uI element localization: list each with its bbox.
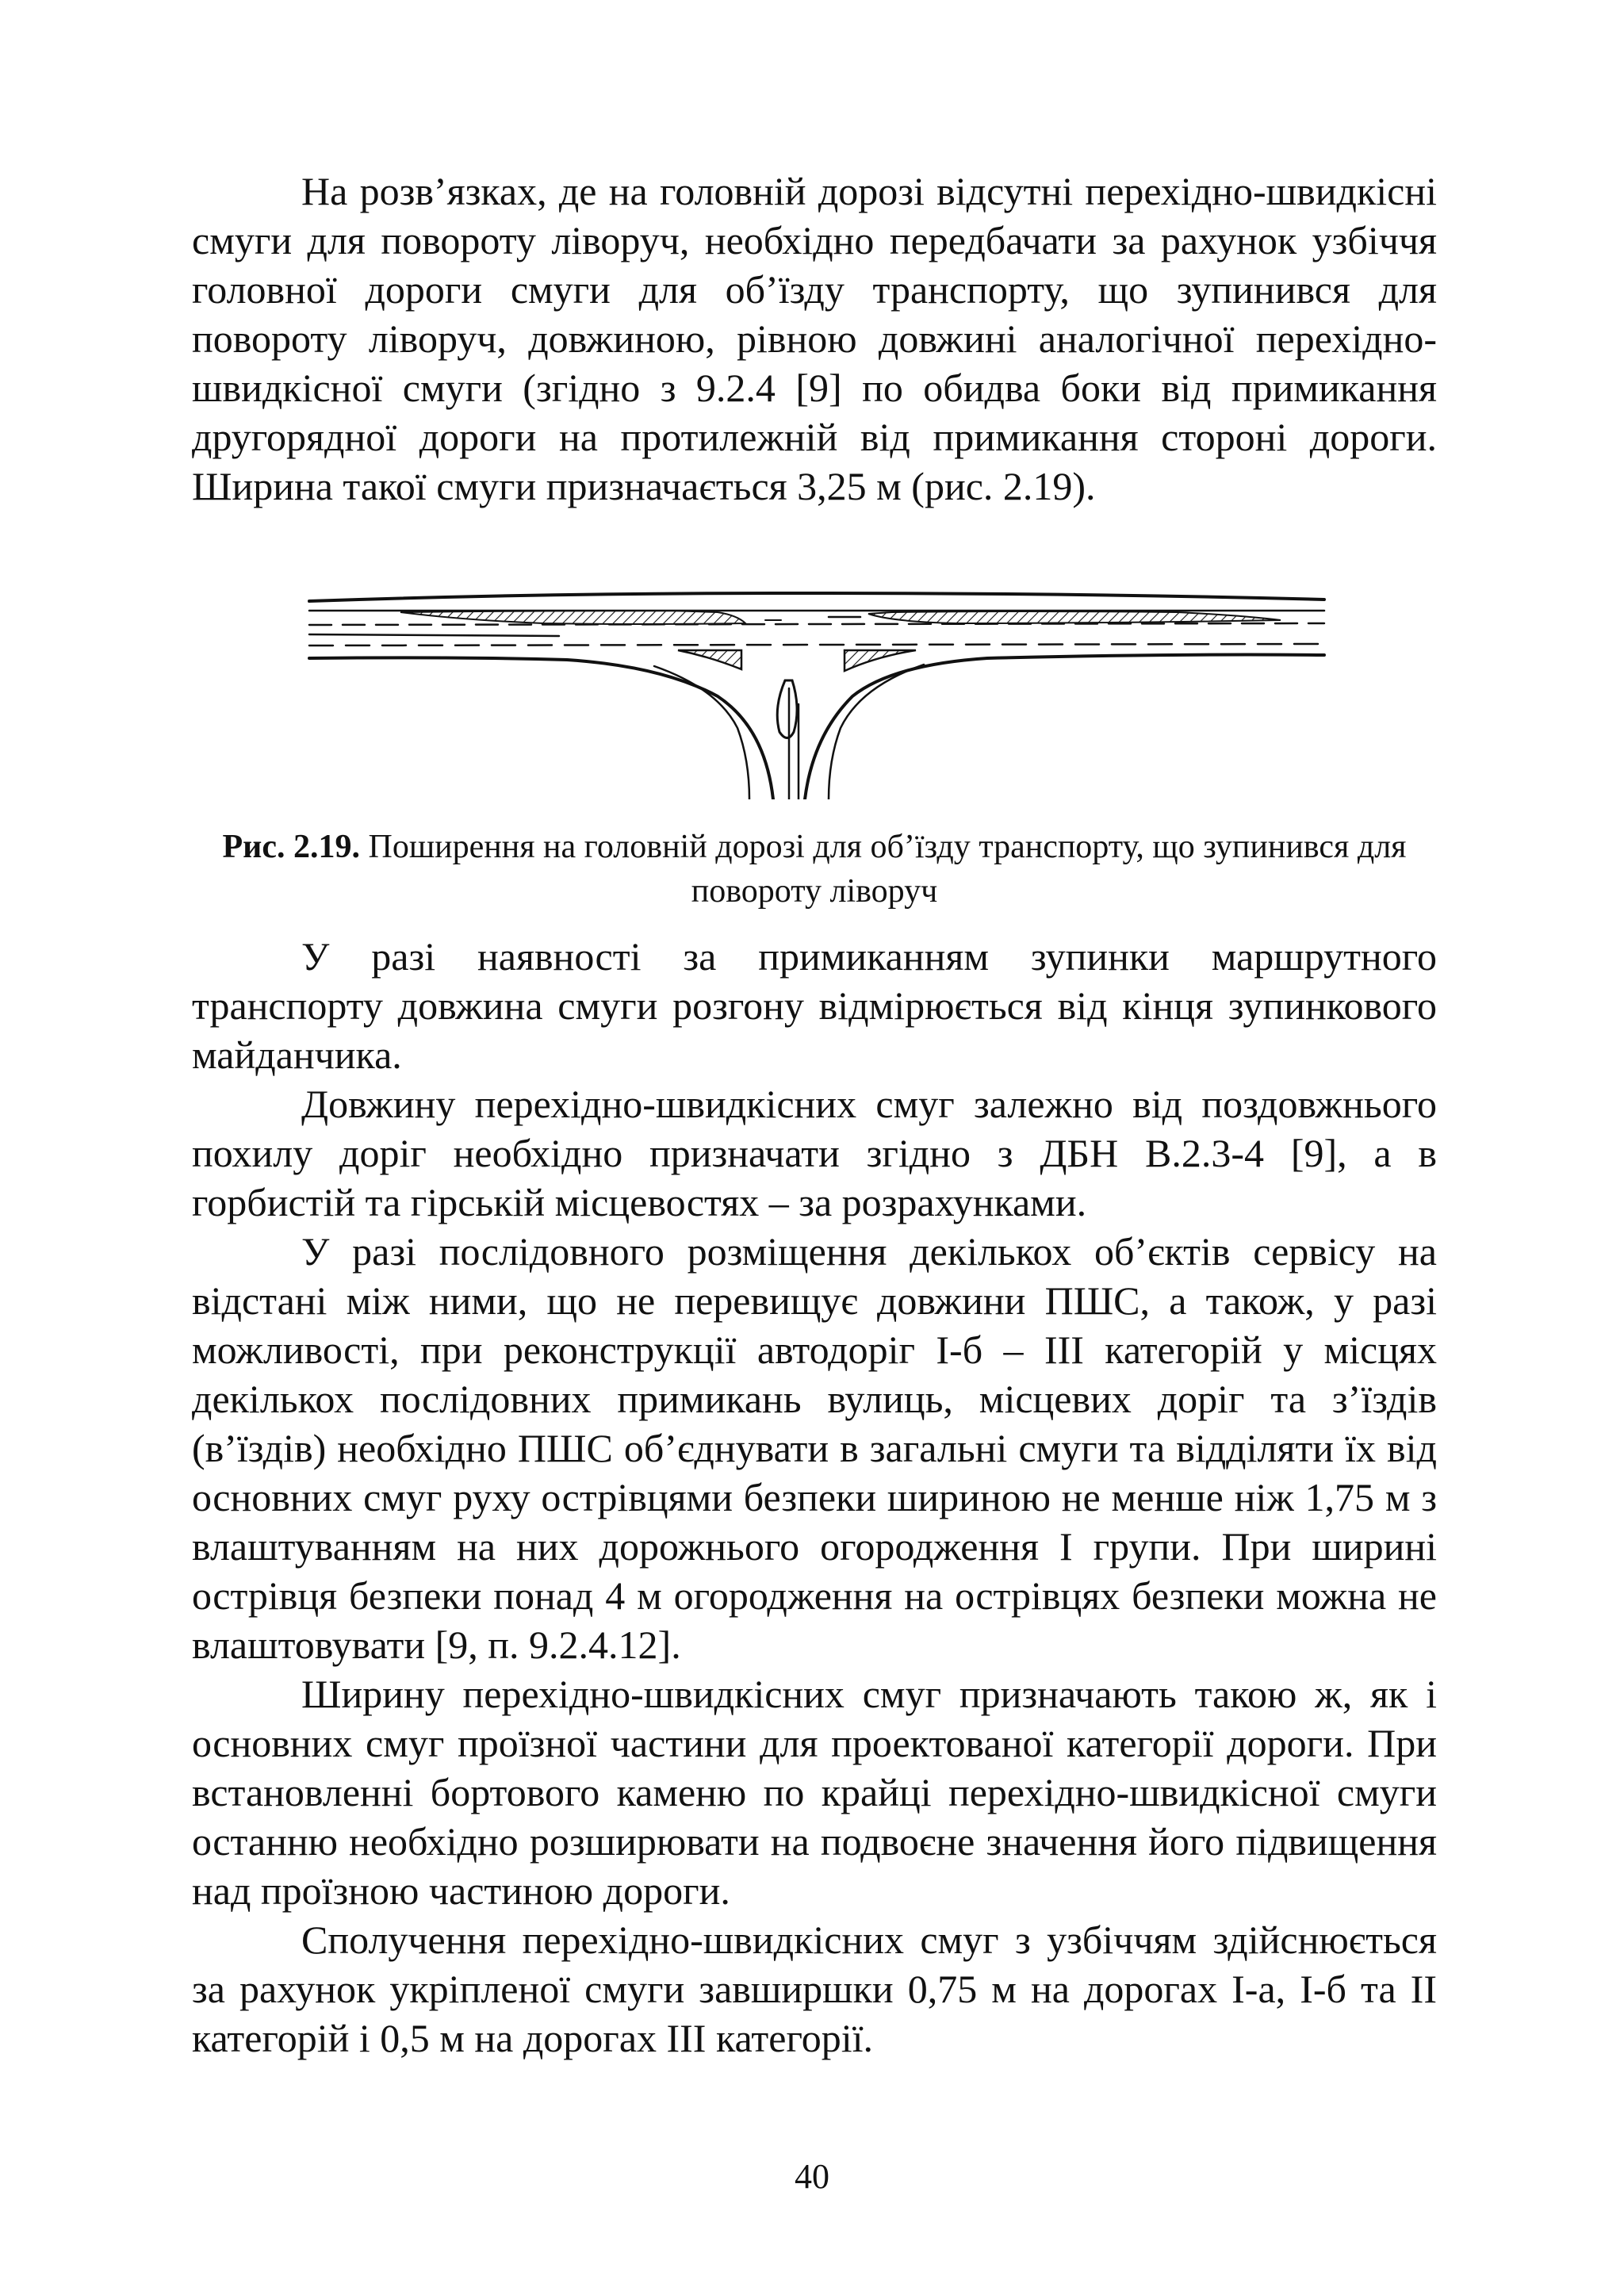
caption-label: Рис. 2.19. xyxy=(222,829,360,865)
paragraph: У разі наявності за примиканням зупинки маршрутного транспорту довжина смуги розгону відмірюється від кінця зупинкового майданчика. xyxy=(192,934,1437,1077)
paragraph: У разі послідовного розміщення декількох об’єктів сервісу на відстані між ними, що не перевищує довжини ПШС, а також, у разі можливості, при реконструкції автодоріг І-б – ІІІ категорій у місцях декількох послідовних примикань вулиць, місцевих доріг та з’їздів (в’їздів) необхідно ПШС об’єднувати в загальні смуги та відділяти їх від основних смуг руху острівцями безпеки шириною не менше ніж 1,75 м з влаштуванням на них дорожнього огородження І групи. При ширині острівця безпеки понад 4 м огородження на острівцях безпеки можна не влаштовувати [9, п. 9.2.4.12]. xyxy=(192,1229,1437,1667)
road-junction-diagram xyxy=(305,577,1328,799)
figure-2-19 xyxy=(305,577,1328,799)
paragraph: Довжину перехідно-швидкісних смуг залежно від поздовжнього похилу доріг необхідно призначати згідно з ДБН В.2.3-4 [9], а в горбистій та гірській місцевостях – за розрахунками. xyxy=(192,1082,1437,1224)
paragraph: На розв’язках, де на головній дорозі відсутні перехідно-швидкісні смуги для повороту ліворуч, необхідно передбачати за рахунок узбіччя головної дороги смуги для об’їзду транспорту, що зупинився для повороту ліворуч, довжиною, рівною довжині аналогічної перехідно-швидкісної смуги (згідно з 9.2.4 [9] по обидва боки від примикання другорядної дороги на протилежній від примикання стороні дороги. Ширина такої смуги призначається 3,25 м (рис. 2.19). xyxy=(192,169,1437,508)
text-block-bottom xyxy=(192,932,1437,2063)
paragraph: Сполучення перехідно-швидкісних смуг з узбіччям здійснюється за рахунок укріпленої смуги завширшки 0,75 м на дорогах І-а, І-б та ІІ категорій і 0,5 м на дорогах ІІІ категорії. xyxy=(192,1918,1437,2060)
text-block-top xyxy=(192,167,1437,511)
page-number: 40 xyxy=(795,2157,829,2196)
paragraph: Ширину перехідно-швидкісних смуг призначають такою ж, як і основних смуг проїзної частини для проектованої категорії дороги. При встановленні бортового каменю по крайці перехідно-швидкісної смуги останню необхідно розширювати на подвоєне значення його підвищення над проїзною частиною дороги. xyxy=(192,1672,1437,1913)
caption-text: Поширення на головній дорозі для об’їзду транспорту, що зупинився для повороту ліворуч xyxy=(359,829,1407,910)
figure-caption xyxy=(192,825,1437,914)
